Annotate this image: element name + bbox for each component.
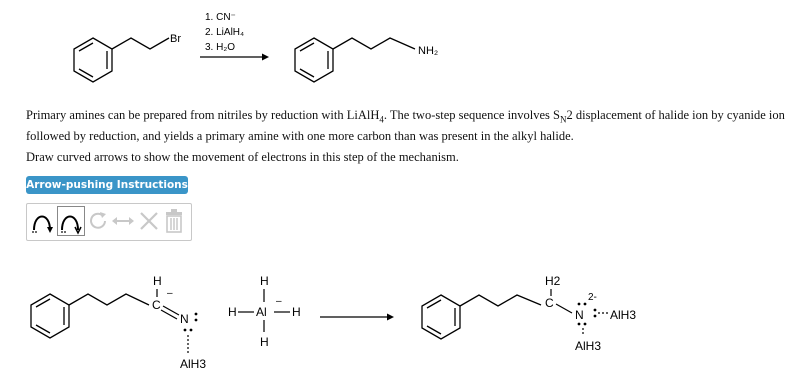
mechanism-right-c-label: C (545, 296, 554, 310)
mechanism-left-c-charge: – (167, 288, 173, 299)
mechanism-left-chain (69, 294, 149, 305)
hydride-h-top: H (260, 274, 269, 288)
mechanism-right-alh3-right-label: AlH3 (610, 308, 637, 322)
mechanism-left-alh3-label: AlH3 (180, 357, 207, 371)
reaction-scheme (0, 0, 800, 100)
double-headed-curved-arrow-icon[interactable] (29, 206, 57, 236)
product-benzene-ring (295, 38, 333, 82)
trash-icon[interactable] (160, 206, 188, 236)
instruction-paragraph: Draw curved arrows to show the movement of electrons in this step of the mechanism. (26, 150, 459, 164)
product-nh2-label: NH₂ (418, 45, 439, 57)
condition-2: 2. LiAlH₄ (205, 27, 245, 38)
reactant-chain (112, 38, 169, 49)
reactant-benzene-ring (74, 38, 112, 82)
mechanism-right-alh3-bottom-label: AlH3 (575, 339, 602, 353)
mechanism-right-charge: 2- (588, 292, 597, 303)
condition-1: 1. CN⁻ (205, 12, 236, 23)
delete-x-icon[interactable] (135, 206, 163, 236)
mechanism-left-benzene-ring (31, 294, 69, 338)
mechanism-left-cn-double-bond (161, 306, 179, 319)
hydride-al: Al (256, 305, 267, 319)
hydride-h-right: H (292, 305, 301, 319)
mechanism-right-chain (460, 295, 541, 306)
description-paragraph: Primary amines can be prepared from nitriles by reduction with LiAlH$_4$. The two-step sequence involves $S_N2$ displacement of halide ion by cyanide ion followed by reduction, and yields a primary amine with one more carbon than was present in the alkyl halide. (26, 108, 785, 143)
hydride-h-left: H (228, 305, 237, 319)
mechanism-right-h2-label: H2 (545, 274, 561, 288)
mechanism-scheme (0, 250, 800, 388)
arrow-pushing-instructions-button[interactable]: Arrow-pushing Instructions (26, 176, 188, 194)
drawing-toolbar (26, 203, 192, 241)
mechanism-reaction-arrow (320, 314, 394, 321)
mechanism-right-n-label: N (575, 308, 584, 322)
mechanism-right-benzene-ring (422, 295, 460, 339)
hydride-h-bottom: H (260, 335, 269, 349)
mechanism-right-cn-bond (556, 304, 572, 313)
mechanism-left-n-label: N (180, 312, 189, 326)
reaction-arrow (200, 54, 269, 61)
mechanism-left-c-label: C (152, 298, 161, 312)
reactant-br-label: Br (170, 33, 181, 45)
flip-icon[interactable] (109, 206, 137, 236)
product-chain (333, 38, 415, 49)
condition-3: 3. H₂O (205, 42, 235, 53)
mechanism-left-h-label: H (153, 274, 162, 288)
single-headed-curved-arrow-icon[interactable] (57, 206, 85, 236)
hydride-charge: – (276, 296, 282, 307)
